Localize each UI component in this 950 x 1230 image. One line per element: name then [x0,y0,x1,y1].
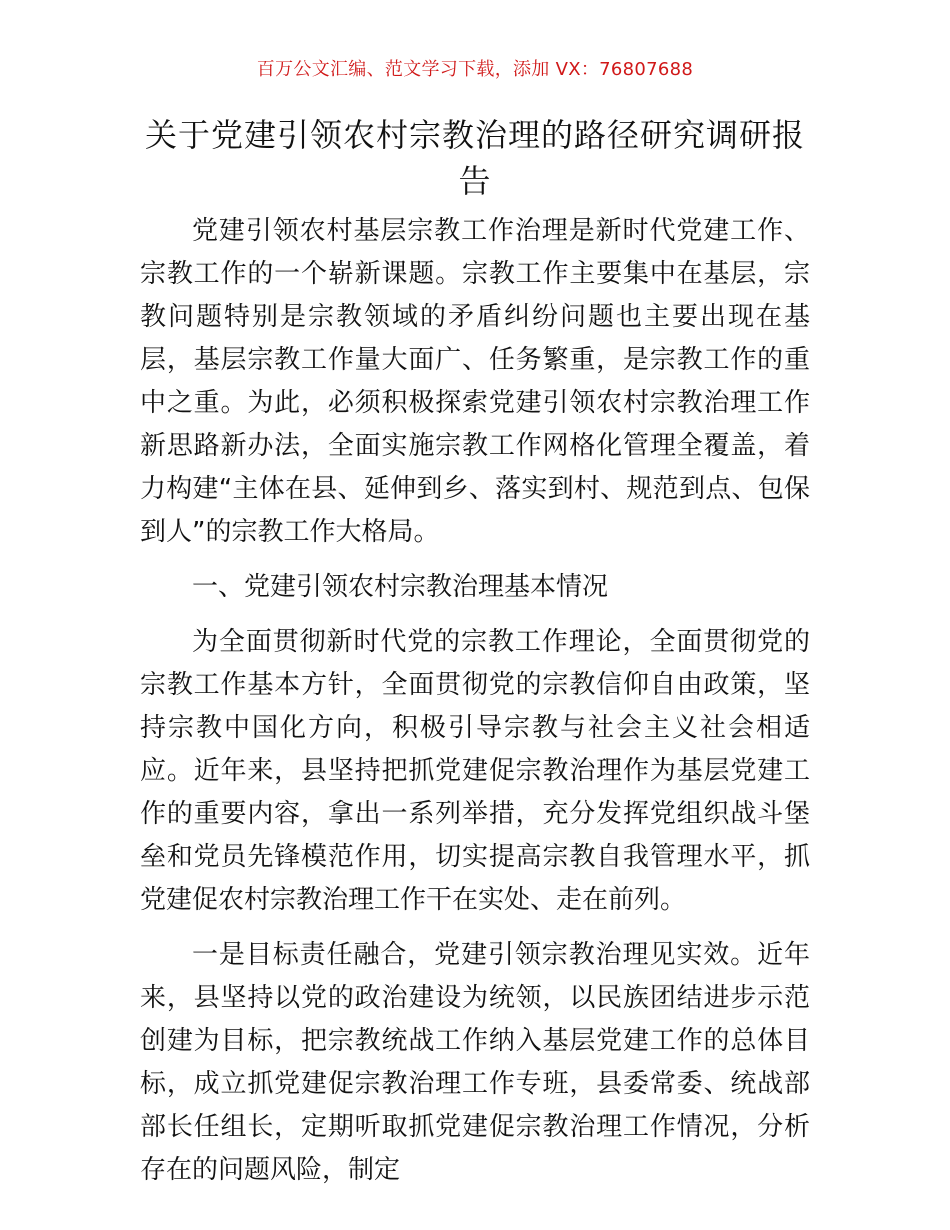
paragraph-point-1: 一是目标责任融合，党建引领宗教治理见实效。近年来，县坚持以党的政治建设为统领，以民族团结进步示范创建为目标，把宗教统战工作纳入基层党建工作的总体目标，成立抓党建促宗教治理工作专班，县委常委、统战部部长任组长，定期听取抓党建促宗教治理工作情况，分析存在的问题风险，制定 [140,940,810,1185]
paragraph-section-1: 为全面贯彻新时代党的宗教工作理论，全面贯彻党的宗教工作基本方针，全面贯彻党的宗教信仰自由政策，坚持宗教中国化方向，积极引导宗教与社会主义社会相适应。近年来，县坚持把抓党建促宗教治理作为基层党建工作的重要内容，拿出一系列举措，充分发挥党组织战斗堡垒和党员先锋模范作用，切实提高宗教自我管理水平，抓党建促农村宗教治理工作干在实处、走在前列。 [140,627,810,915]
document-body [140,210,810,1192]
paragraph-intro: 党建引领农村基层宗教工作治理是新时代党建工作、宗教工作的一个崭新课题。宗教工作主要集中在基层，宗教问题特别是宗教领域的矛盾纠纷问题也主要出现在基层，基层宗教工作量大面广、任务繁重，是宗教工作的重中之重。为此，必须积极探索党建引领农村宗教治理工作新思路新办法，全面实施宗教工作网格化管理全覆盖，着力构建“主体在县、延伸到乡、落实到村、规范到点、包保到人”的宗教工作大格局。 [140,216,810,547]
header-note: 百万公文汇编、范文学习下载，添加 VX：76807688 [256,59,694,80]
document-title: 关于党建引领农村宗教治理的路径研究调研报告 [144,116,805,200]
section-heading-1: 一、党建引领农村宗教治理基本情况 [192,572,609,602]
